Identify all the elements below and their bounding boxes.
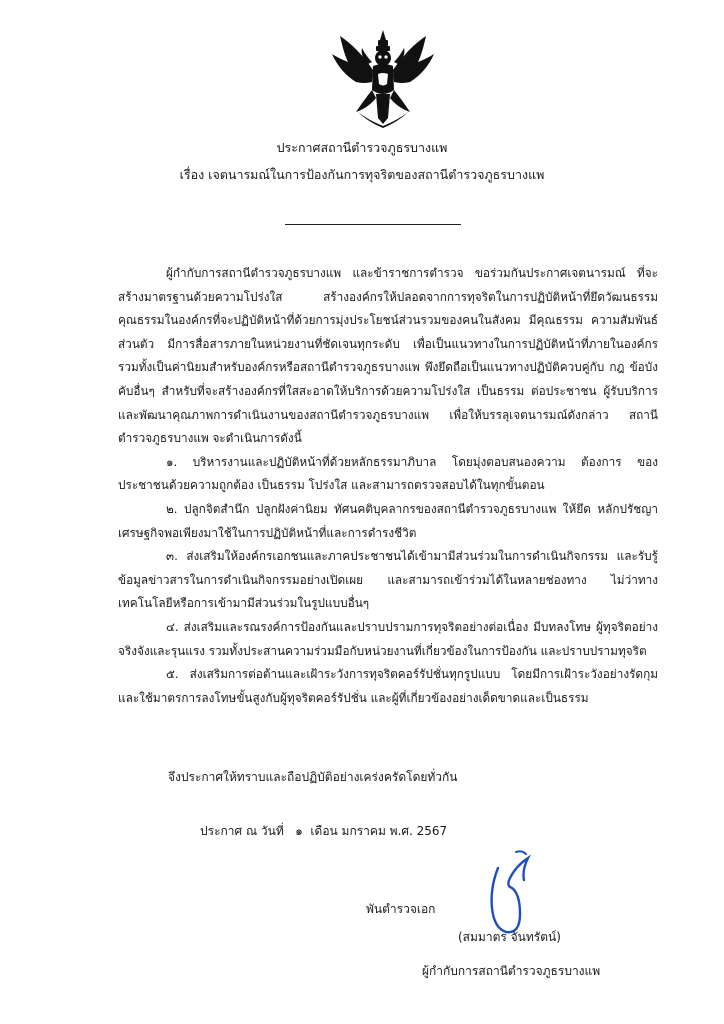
list-item: ๑. บริหารงานและปฏิบัติหน้าที่ด้วยหลักธรรมาภิบาล โดยมุ่งตอบสนองความ ต้องการ ของประชาชนด้วยความถูกต้อง เป็นธรรม โปร่งใส และสามารถตรวจสอบได้ในทุกขั้นตอน xyxy=(118,454,658,493)
garuda-emblem-icon xyxy=(328,28,438,128)
list-item: ๓. ส่งเสริมให้องค์กรเอกชนและภาคประชาชนได้เข้ามามีส่วนร่วมในการดำเนินกิจกรรม และรับรู้ข้อมูลข่าวสารในการดำเนินกิจกรรมอย่างเปิดเผย และสามารถเข้าร่วมได้ในหลายช่องทาง ไม่ว่าทางเทคโนโลยีหรือการเข้ามามีส่วนร่วมในรูปแบบอื่นๆ xyxy=(118,549,658,611)
signer-rank: พันตำรวจเอก xyxy=(366,902,436,916)
announcement-date: ประกาศ ณ วันที่ ๑ เดือน มกราคม พ.ศ. 2567 xyxy=(200,824,448,838)
title-divider xyxy=(285,224,461,225)
signer-position: ผู้กำกับการสถานีตำรวจภูธรบางแพ xyxy=(422,964,601,978)
document-body xyxy=(118,262,658,710)
list-item: ๒. ปลูกจิตสำนึก ปลูกฝังค่านิยม ทัศนคติบุคลากรของสถานีตำรวจภูธรบางแพ ให้ยึด หลักปรัชญาเศรษฐกิจพอเพียงมาใช้ในการปฏิบัติหน้าที่และการดำรงชีวิต xyxy=(118,501,658,540)
document-subject: เรื่อง เจตนารมณ์ในการป้องกันการทุจริตของสถานีตำรวจภูธรบางแพ xyxy=(179,167,545,182)
handwritten-signature-icon xyxy=(476,848,542,940)
list-item: ๔. ส่งเสริมและรณรงค์การป้องกันและปราบปรามการทุจริตอย่างต่อเนื่อง มีบทลงโทษ ผู้ทุจริตอย่างจริงจังและรุนแรง รวมทั้งประสานความร่วมมือกับหน่วยงานที่เกี่ยวข้องในการป้องกัน และปราบปรามทุจริต xyxy=(118,619,658,658)
intro-paragraph: ผู้กำกับการสถานีตำรวจภูธรบางแพ และข้าราชการตำรวจ ขอร่วมกันประกาศเจตนารมณ์ ที่จะสร้างมาตรฐานด้วยความโปร่งใส สร้างองค์กรให้ปลอดจากการทุจริตในการปฏิบัติหน้าที่ยึดวัฒนธรรมคุณธรรมในองค์กรที่จะปฏิบัติหน้าที่ด้วยการมุ่งประโยชน์ส่วนรวมของคนในสังคม มีคุณธรรม ความสัมพันธ์ ส่วนตัว มีการสื่อสารภายในหน่วยงานที่ชัดเจนทุกระดับ เพื่อเป็นแนวทางในการปฏิบัติหน้าที่ภายในองค์กร รวมทั้งเป็นค่านิยมสำหรับองค์กรหรือสถานีตำรวจภูธรบางแพ พึงยึดถือเป็นแนวทางปฏิบัติควบคู่กับ กฎ ข้อบังคับอื่นๆ สำหรับที่จะสร้างองค์กรที่ใสสะอาดให้บริการด้วยความโปร่งใส เป็นธรรม ต่อประชาชน ผู้รับบริการ และพัฒนาคุณภาพการดำเนินงานของสถานีตำรวจภูธรบางแพ เพื่อให้บรรลุเจตนารมณ์ดังกล่าว สถานีตำรวจภูธรบางแพ จะดำเนินการดังนี้ xyxy=(118,266,658,446)
list-item: ๕. ส่งเสริมการต่อต้านและเฝ้าระวังการทุจริตคอร์รัปชั่นทุกรูปแบบ โดยมีการเฝ้าระวังอย่างรัดกุมและใช้มาตรการลงโทษขั้นสูงกับผู้ทุจริตคอร์รัปชั่น และผู้ที่เกี่ยวข้องอย่างเด็ดขาดและเป็นธรรม xyxy=(118,667,658,705)
closing-statement: จึงประกาศให้ทราบและถือปฏิบัติอย่างเคร่งครัดโดยทั่วกัน xyxy=(168,770,458,784)
document-title: ประกาศสถานีตำรวจภูธรบางแพ xyxy=(276,140,448,155)
signer-name: (สมมาตร จันทรัตน์) xyxy=(458,930,561,944)
